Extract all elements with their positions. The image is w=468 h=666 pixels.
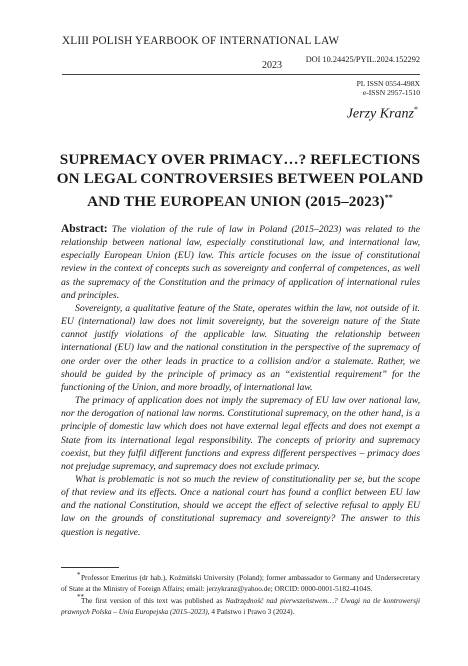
- title-footnote-mark: **: [384, 193, 393, 202]
- abstract-paragraph-3: The primacy of application does not imply the supremacy of EU law over national law, nor the derogation of national law norms. Constitutional supremacy, on the other hand, is a principle of domestic law which does not have external legal effects and does not exempt a State from its international legal responsibility. The concepts of priority and supremacy coexist, but they fulfil different functions and express different perspectives – primacy does not prejudge supremacy, and supremacy does not exclude primacy.: [61, 395, 420, 472]
- footnote-1: *Professor Emeritus (dr hab.), Koźmiński University (Poland); former ambassador to Germany and Undersecretary of State at the Ministry of Foreign Affairs; email: jerzykranz@yahoo.de; ORCID: 0000-0001-5182-4104S.: [61, 570, 420, 594]
- abstract-paragraph-1-text: The violation of the rule of law in Poland (2015–2023) was related to the relationship between national law, especially constitutional law, and international law, especially European Union (EU) law. This article focuses on the issue of constitutional review in the context of concepts such as sovereignty and conferral of competences, as well as the supremacy of the Constitution and the primacy of application of international rules and principles.: [61, 224, 421, 301]
- abstract-paragraph-1: [61, 223, 420, 302]
- title-line-1: SUPREMACY OVER PRIMACY…? REFLECTIONS: [59, 151, 421, 168]
- author-name-text: Jerzy Kranz: [346, 106, 414, 122]
- author-name: [347, 105, 418, 123]
- author-footnote-mark: *: [414, 105, 418, 114]
- footnote-2-title: Nadrzędność nad pierwszeństwem…? Uwagi na tle kontrowersji prawnych Polska – Unia Europejska (2015–2023),: [61, 595, 420, 616]
- title-line-2: ON LEGAL CONTROVERSIES BETWEEN POLAND: [56, 170, 424, 187]
- abstract-paragraph-2: Sovereignty, a qualitative feature of the State, operates within the law, not outside of it. EU (international) law does not limit sovereignty, but the sovereign nature of the State cannot justify violations of the applicable law. Situating the relationship between international (EU) law and the national constitution in the perspective of the supremacy of one order over the other leads in practice to a collision and/or a stalemate. Rather, we should be guided by the principle of primacy as an “existential requirement” for the functioning of the Union, and more broadly, of international law.: [61, 302, 420, 393]
- footnote-2: **The first version of this text was published as Nadrzędność nad pierwszeństwem…? Uwagi na tle kontrowersji prawnych Polska – Unia Europejska (2015–2023), 4 Państwo i Prawo 3 (2024).: [61, 593, 420, 616]
- journal-title: XLIII POLISH YEARBOOK OF INTERNATIONAL LAW: [62, 35, 340, 47]
- footnote-1-text: Professor Emeritus (dr hab.), Koźmiński University (Poland); former ambassador to Germany and Undersecretary of State at the Ministry of Foreign Affairs; email: jerzykranz@yahoo.de; ORCID: 0000-0001-5182-4104S.: [61, 573, 420, 594]
- doi: DOI 10.24425/PYIL.2024.152292: [305, 55, 420, 64]
- abstract-paragraph-4: What is problematic is not so much the review of constitutionality per se, but the scope of that review and its effects. Once a national court has found a conflict between EU law and the national Constitution, should we accept the effect of selective refusal to apply EU law on the grounds of constitutional supremacy and sovereignty? The answer to this question is negative.: [61, 473, 420, 538]
- title-line-3: AND THE EUROPEAN UNION (2015–2023): [87, 193, 385, 211]
- abstract-label: Abstract:: [61, 223, 108, 235]
- print-issn: PL ISSN 0554-498X: [356, 79, 420, 88]
- header-rule: [62, 74, 420, 75]
- article-title: [55, 150, 425, 211]
- volume-year: 2023: [262, 60, 282, 71]
- abstract: [61, 223, 420, 539]
- footnote-2-post: 4 Państwo i Prawo 3 (2024).: [211, 606, 295, 616]
- footnote-2-pre: The first version of this text was published as: [81, 595, 223, 605]
- footnote-rule: [61, 567, 119, 568]
- electronic-issn: e-ISSN 2957-1510: [362, 88, 420, 97]
- footnotes: [61, 572, 420, 617]
